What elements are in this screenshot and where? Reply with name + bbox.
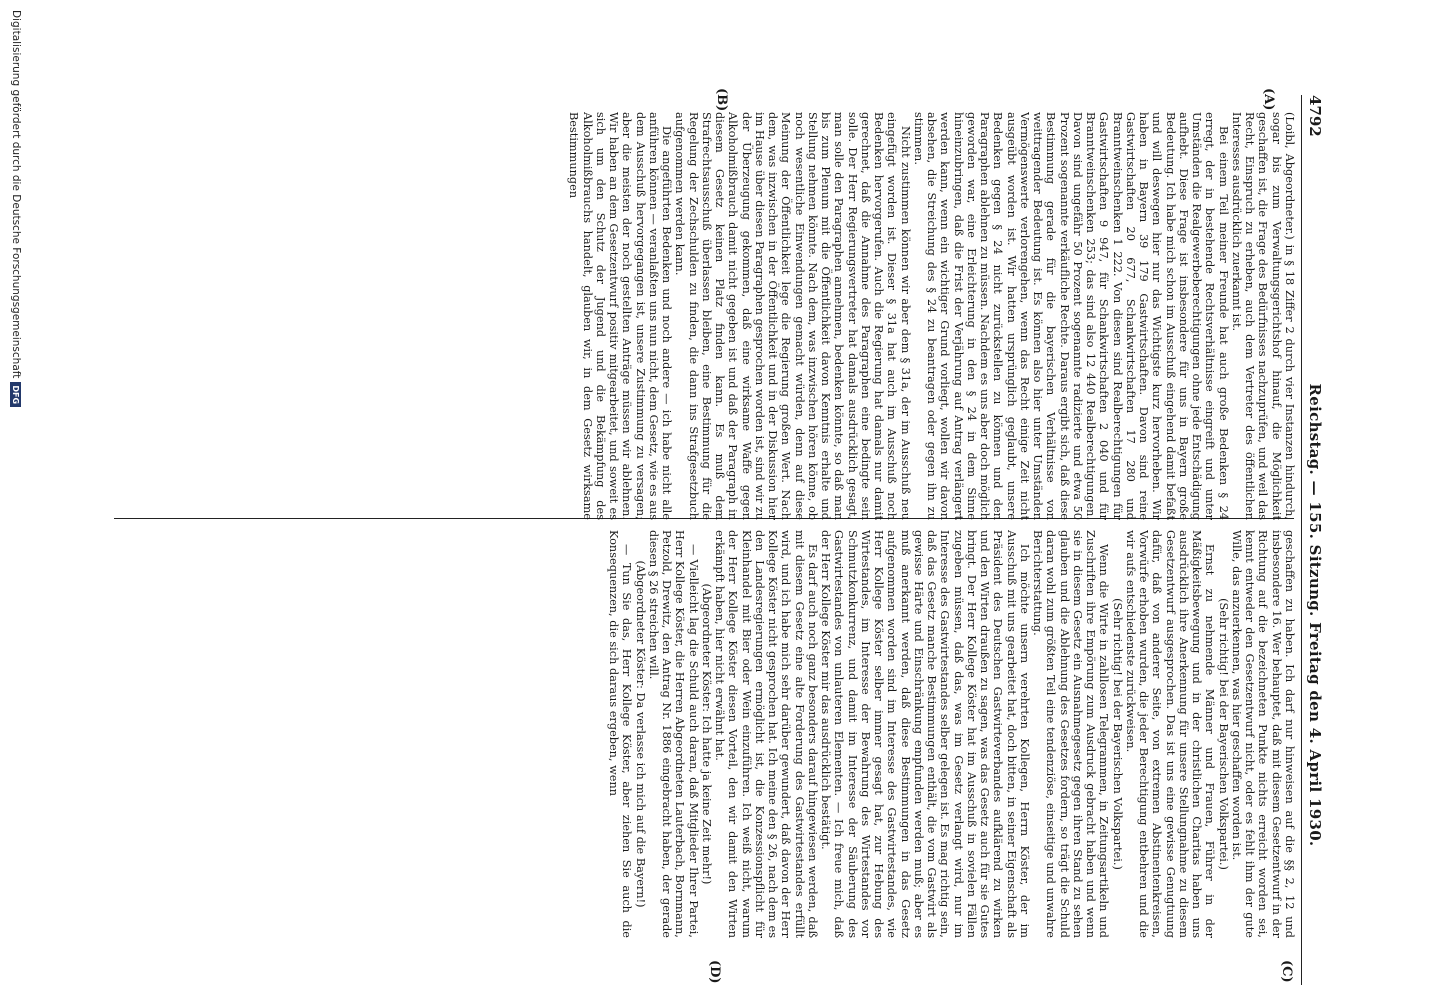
interjection: (Abgeordneter Köster: Da verlasse ich mich auf die Bayern!) — [633, 560, 647, 908]
margin-label-d: (D) — [707, 960, 722, 984]
paragraph: — Tun Sie das, Herr Kollege Köster, aber ziehen Sie auch die Konsequenzen, die sich daraus ergeben, wenn — [607, 530, 634, 938]
paragraph: Die angeführten Bedenken und noch andere — ich habe nicht alle anführen können — veranlaßten uns nun nicht, dem Gesetz, wie es aus dem Ausschuß hervorgegangen ist, unsere Zustimmung zu versagen; aber die meisten der noch gestellten Anträge müssen wir ablehnen. Wir haben an dem Gesetzentwurf positiv mitgearbeitet, und soweit es sich um den Schutz der Jugend und die Bekämpfung des Alkoholmißbrauchs handelt, glauben wir, in dem Gesetz wirksame Bestimmungen — [567, 112, 674, 520]
paragraph: Bei einem Teil meiner Freunde hat auch große Bedenken § 24 erregt, der in bestehende Rechtsverhältnisse eingreift und unter Umständen die Realgewerbeberechtigungen ohne jede Entschädigung aufhebt. Diese Frage ist insbesondere für uns in Bayern große Bedeutung. Ich habe mich schon im Ausschuß eingehend damit befaßt und will deswegen hier nur das Wichtigste kurz hervorheben. Wir haben in Bayern 39 179 Gastwirtschaften. Davon sind reine Gastwirtschaften 20 677, Schankwirtschaften 17 280 und Branntweinschenken 1 222. Von diesen sind Realberechtigungen für Gastwirtschaften 9 947, für Schankwirtschaften 2 040 und für Branntweinschenken 253; das sind also 12 440 Realberechtigungen. Davon sind ungefähr 50 Prozent sogenannte radizierte und etwa 50 Prozent sogenannte verkäufliche Rechte. Daraus ergibt sich, daß diese Bestimmung gerade für die bayerischen Verhältnisse von weittragender Bedeutung ist. Es können also hier unter Umständen Vermögenswerte verlorengehen, wenn das Recht einige Zeit nicht ausgeübt worden ist. Wir hatten ursprünglich geglaubt, unsere Bedenken gegen § 24 nicht zurückstellen zu können und den Paragraphen ablehnen zu müssen. Nachdem es uns aber doch möglich geworden war, eine Erleichterung in den § 24 in dem Sinne hineinzubringen, daß die Frist der Verjährung auf Antrag verlängert werden kann, wenn ein wichtiger Grund vorliegt, wollen wir davon absehen, die Streichung des § 24 zu beantragen oder gegen ihn zu stimmen. — [912, 112, 1230, 520]
paragraph: Ernst zu nehmende Männer und Frauen, Führer in der Mäßigkeitsbewegung und in der christlichen Charitas haben uns ausdrücklich ihre Anerkennung für unsere Stellungnahme zu diesem Gesetzentwurf ausgesprochen. Das ist uns eine gewisse Genugtuung dafür, daß von anderer Seite, von extremen Abstinentenkreisen, Vorwürfe erhoben wurden, die jeder Berechtigung entbehren und die wir aufs entschiedenste zurückweisen. — [1124, 530, 1217, 938]
header-rule — [1301, 95, 1302, 985]
margin-label-a: (A) — [1261, 88, 1276, 111]
paragraph: Nicht zustimmen können wir aber dem § 31a, der im Ausschuß neu eingefügt worden ist. Dieser § 31a hat auch im Ausschuß noch Bedenken hervorgerufen. Auch die Regierung hat damals nur damit gerechnet, daß die Annahme des Paragraphen eine bedingte sein solle. Der Herr Regierungsvertreter hat damals ausdrücklich gesagt, man solle den Paragraphen annehmen, bedenken könnte, so daß man bis zum Plenum mit die Öffentlichkeit davon Kenntnis erhalte und Stellung nehmen könnte. Nach dem, was inzwischen hören könne, ob noch wesentliche Einwendungen gemacht würden, denn auf diese Meinung der Öffentlichkeit lege die Regierung großen Wert. Nach dem, was inzwischen in der Öffentlichkeit und in der Diskussion hier im Hause über diesen Paragraphen gesprochen worden ist, sind wir zu der Überzeugung gekommen, daß eine wirksame Waffe gegen Alkoholmißbrauch damit nicht gegeben ist und daß der Paragraph in diesem Gesetz keinen Platz finden kann. Es muß dem Strafrechtsausschuß überlassen bleiben, eine Bestimmung für die Regelung der Zechschulden zu finden, die dann ins Strafgesetzbuch aufgenommen werden kann. — [673, 112, 912, 520]
credit-text: Digitalisierung gefördert durch die Deutsche Forschungsgemeinschaft — [10, 10, 22, 379]
page-number: 4792 — [1306, 95, 1324, 137]
margin-label-c: (C) — [1279, 960, 1294, 983]
right-column — [116, 530, 1296, 938]
digitization-credit — [10, 10, 22, 1000]
page-header — [1302, 95, 1324, 985]
paragraph: Wenn die Wirte in zahllosen Telegrammen, in Zeitungsartikeln und Zuschriften ihre Empörung zum Ausdruck gebracht haben und wenn sie in diesem Gesetz ein Ausnahmegesetz gegen ihren Stand zu sehen glauben und die Ablehnung des Gesetzes fordern, so trägt die Schuld daran wohl zum größten Teil eine tendenziöse, einseitige und unwahre Berichterstattung. — [1031, 530, 1111, 938]
paragraph: geschaffen zu haben. Ich darf nur hinweisen auf die §§ 2, 12 und insbesondere 16. Wer behauptet, daß mit diesem Gesetzentwurf in der Richtung auf die bezeichneten Punkte nichts erreicht worden sei, kennt entweder den Gesetzentwurf nicht, oder es fehlt ihm der gute Wille, das anzuerkennen, was hier geschaffen worden ist. — [1230, 530, 1296, 938]
interjection: (Sehr richtig! bei der Bayerischen Volkspartei.) — [1216, 598, 1230, 870]
paragraph: Ich möchte unsern verehrten Kollegen, Herrn Köster, der im Ausschuß mit uns gearbeitet hat, doch bitten, in seiner Eigenschaft als Präsident des Deutschen Gastwirteverbandes aufklärend zu wirken und den Wirten draußen zu sagen, was das Gesetz auch für sie Gutes bringt. Der Herr Kollege Köster hat im Ausschuß in sovielen Fällen zugeben müssen, daß das, was im Gesetz verlangt wird, nur im Interesse des Gastwirtestandes selber gelegen ist. Es mag richtig sein, daß das Gesetz manche Bestimmungen enthält, die vom Gastwirt als gewisse Härte und Einschränkung empfunden werden muß; aber es muß anerkannt werden, daß diese Bestimmungen in das Gesetz aufgenommen worden sind im Interesse des Gastwirtestandes, wie Herr Kollege Köster selber immer gesagt hat, zur Hebung des Wirtestandes, im Interesse der Bewahrung des Wirtestandes vor Schmutzkonkurrenz, und damit im Interesse der Säuberung des Gastwirtestandes von unlauteren Elementen. — Ich freue mich, daß der Herr Kollege Köster mir das ausdrücklich bestätigt. — [819, 530, 1031, 938]
interjection: (Abgeordneter Köster: Ich hatte ja keine Zeit mehr!) — [700, 583, 713, 885]
interjection: (Sehr richtig! bei der Bayerischen Volkspartei.) — [1110, 598, 1124, 870]
margin-label-b: (B) — [714, 88, 729, 112]
page-title: Reichstag. — 155. Sitzung. Freitag den 4. April 1930. — [1306, 383, 1324, 847]
paragraph: — Vielleicht lag die Schuld auch daran, daß Mitglieder Ihrer Partei, Herr Kollege Köster, die Herren Abgeordneten Lauterbach, Bornmann, Petzold, Drewitz, den Antrag Nr. 1886 eingebracht haben, der gerade diesen § 26 streichen will. — [647, 530, 700, 938]
paragraph: Es darf auch noch ganz besonders darauf hingewiesen werden, daß mit diesem Gesetz eine alte Forderung des Gastwirtestandes erfüllt wird, und ich habe mich sehr darüber gewundert, daß davon der Herr Kollege Köster nicht gesprochen hat. Ich meine den § 26, nach dem es den Landesregierungen ermöglicht ist, die Konzessionspflicht für Kleinhandel mit Bier oder Wein einzuführen. Ich weiß nicht, warum der Herr Kollege Köster diesen Vorteil, den wir damit den Wirten erkämpft haben, hier nicht erwähnt hat. — [713, 530, 819, 938]
dfg-logo: DFG — [11, 382, 22, 407]
paragraph: (Loibl, Abgeordneter.) in § 18 Ziffer 2 durch vier Instanzen hindurch, sogar bis zum Verwaltungsgerichtshof hinauf, die Möglichkeit geschaffen ist, die Frage des Bedürfnisses nachzuprüfen, und weil das Recht, Einspruch zu erheben, auch dem Vertreter des öffentlichen Interesses ausdrücklich zuerkannt ist. — [1230, 112, 1296, 520]
left-column — [116, 112, 1296, 520]
